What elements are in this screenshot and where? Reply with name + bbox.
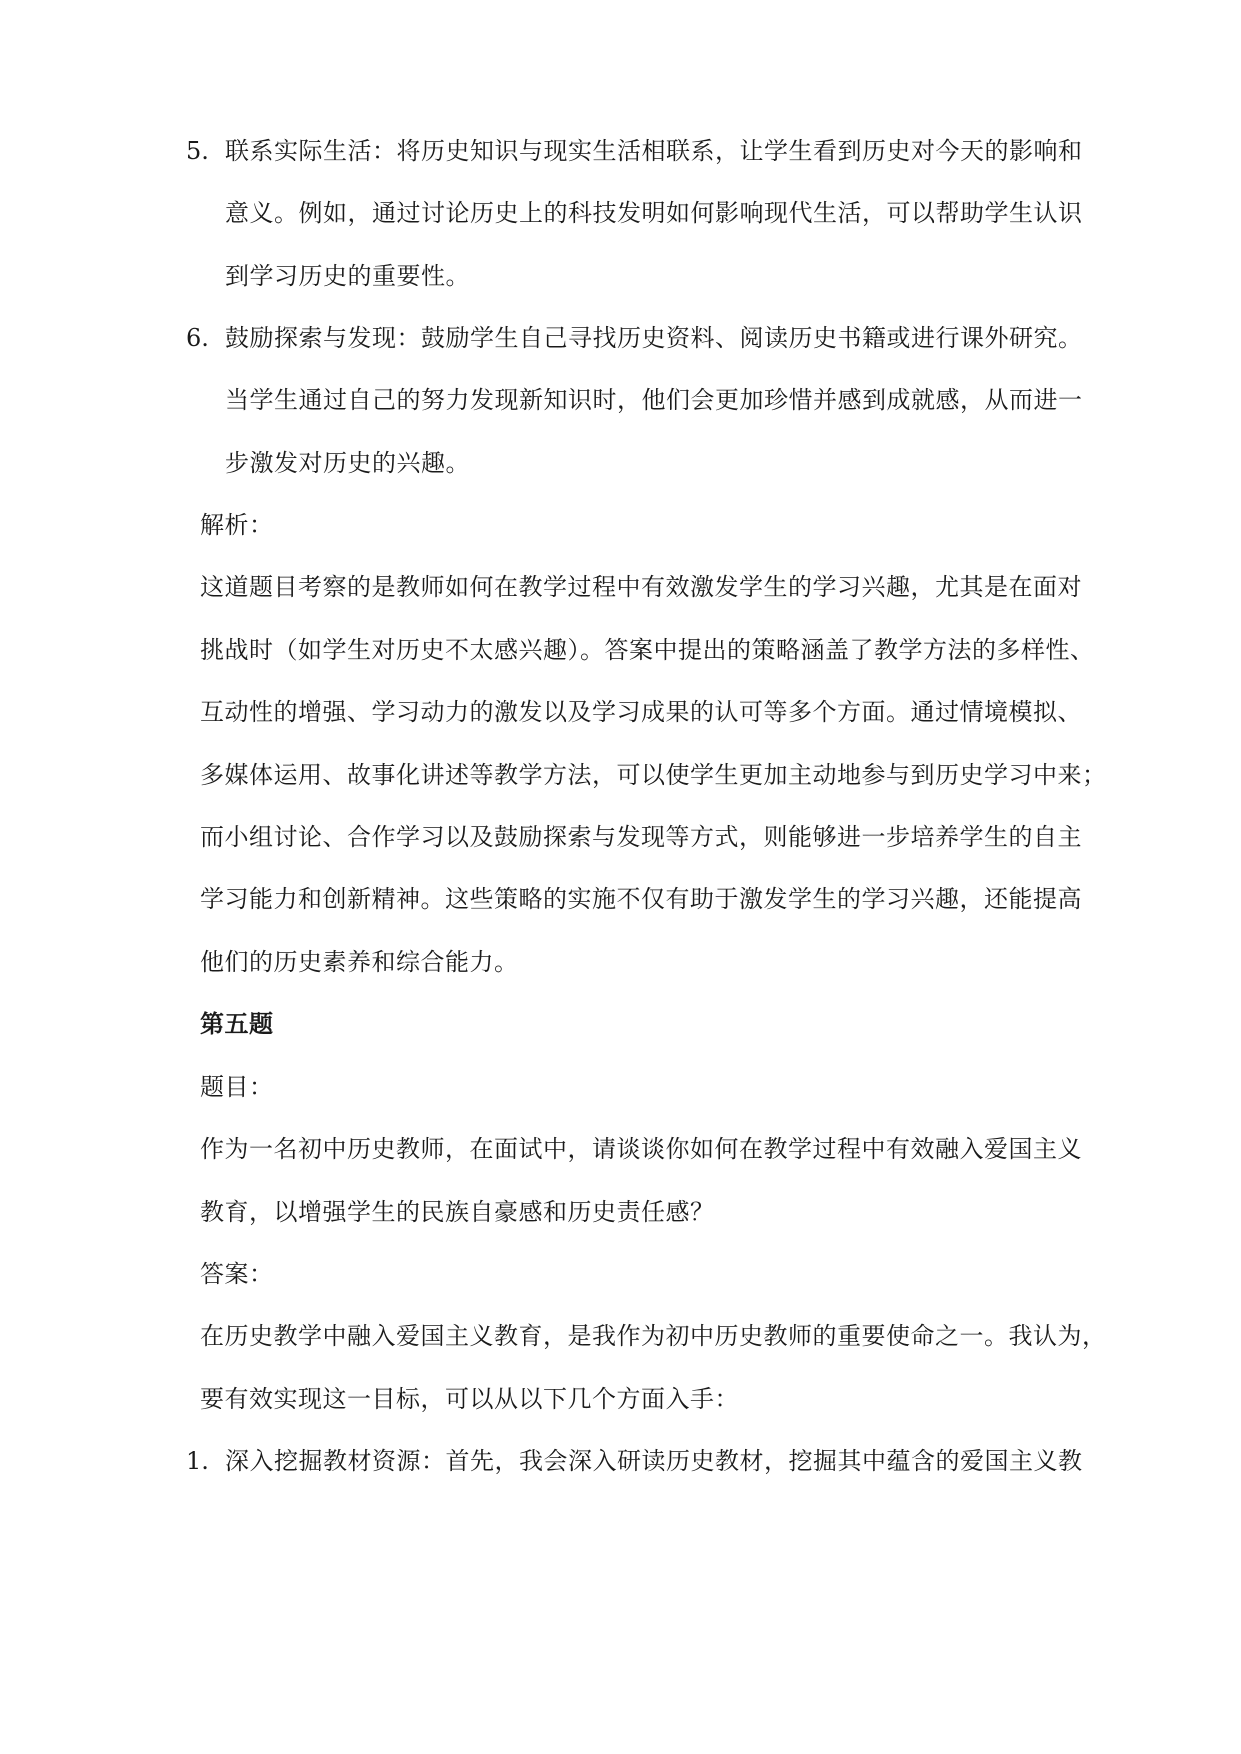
list-number: 5.	[186, 137, 209, 165]
list-item-text-line: 步激发对历史的兴趣。	[225, 449, 470, 477]
section-heading: 第五题	[200, 1009, 274, 1038]
list-item-text-line: 深入挖掘教材资源：首先，我会深入研读历史教材，挖掘其中蕴含的爱国主义教	[225, 1447, 1083, 1475]
list-item-text-line: 意义。例如，通过讨论历史上的科技发明如何影响现代生活，可以帮助学生认识	[225, 199, 1083, 227]
question-text-line: 作为一名初中历史教师，在面试中，请谈谈你如何在教学过程中有效融入爱国主义	[200, 1135, 1082, 1163]
list-item-text-line: 当学生通过自己的努力发现新知识时，他们会更加珍惜并感到成就感，从而进一	[225, 386, 1083, 414]
list-number: 6.	[186, 324, 209, 352]
answer-label: 答案：	[200, 1260, 274, 1288]
answer-text-line: 要有效实现这一目标，可以从以下几个方面入手：	[200, 1385, 739, 1413]
analysis-text-line: 学习能力和创新精神。这些策略的实施不仅有助于激发学生的学习兴趣，还能提高	[200, 885, 1082, 913]
analysis-text-line: 这道题目考察的是教师如何在教学过程中有效激发学生的学习兴趣，尤其是在面对	[200, 573, 1082, 601]
list-number: 1.	[186, 1447, 209, 1475]
analysis-text-line: 而小组讨论、合作学习以及鼓励探索与发现等方式，则能够进一步培养学生的自主	[200, 823, 1082, 851]
analysis-text-line: 挑战时（如学生对历史不太感兴趣）。答案中提出的策略涵盖了教学方法的多样性、	[200, 636, 1095, 664]
analysis-label: 解析：	[200, 511, 274, 539]
list-item-text-line: 鼓励探索与发现：鼓励学生自己寻找历史资料、阅读历史书籍或进行课外研究。	[225, 324, 1083, 352]
analysis-text-line: 互动性的增强、学习动力的激发以及学习成果的认可等多个方面。通过情境模拟、	[200, 698, 1082, 726]
analysis-text-line: 他们的历史素养和综合能力。	[200, 948, 519, 976]
answer-text-line: 在历史教学中融入爱国主义教育，是我作为初中历史教师的重要使命之一。我认为，	[200, 1322, 1107, 1350]
question-text-line: 教育，以增强学生的民族自豪感和历史责任感？	[200, 1198, 715, 1226]
list-item-text-line: 联系实际生活：将历史知识与现实生活相联系，让学生看到历史对今天的影响和	[225, 137, 1083, 165]
question-label: 题目：	[200, 1073, 274, 1101]
analysis-text-line: 多媒体运用、故事化讲述等教学方法，可以使学生更加主动地参与到历史学习中来；	[200, 761, 1107, 789]
list-item-text-line: 到学习历史的重要性。	[225, 262, 470, 290]
